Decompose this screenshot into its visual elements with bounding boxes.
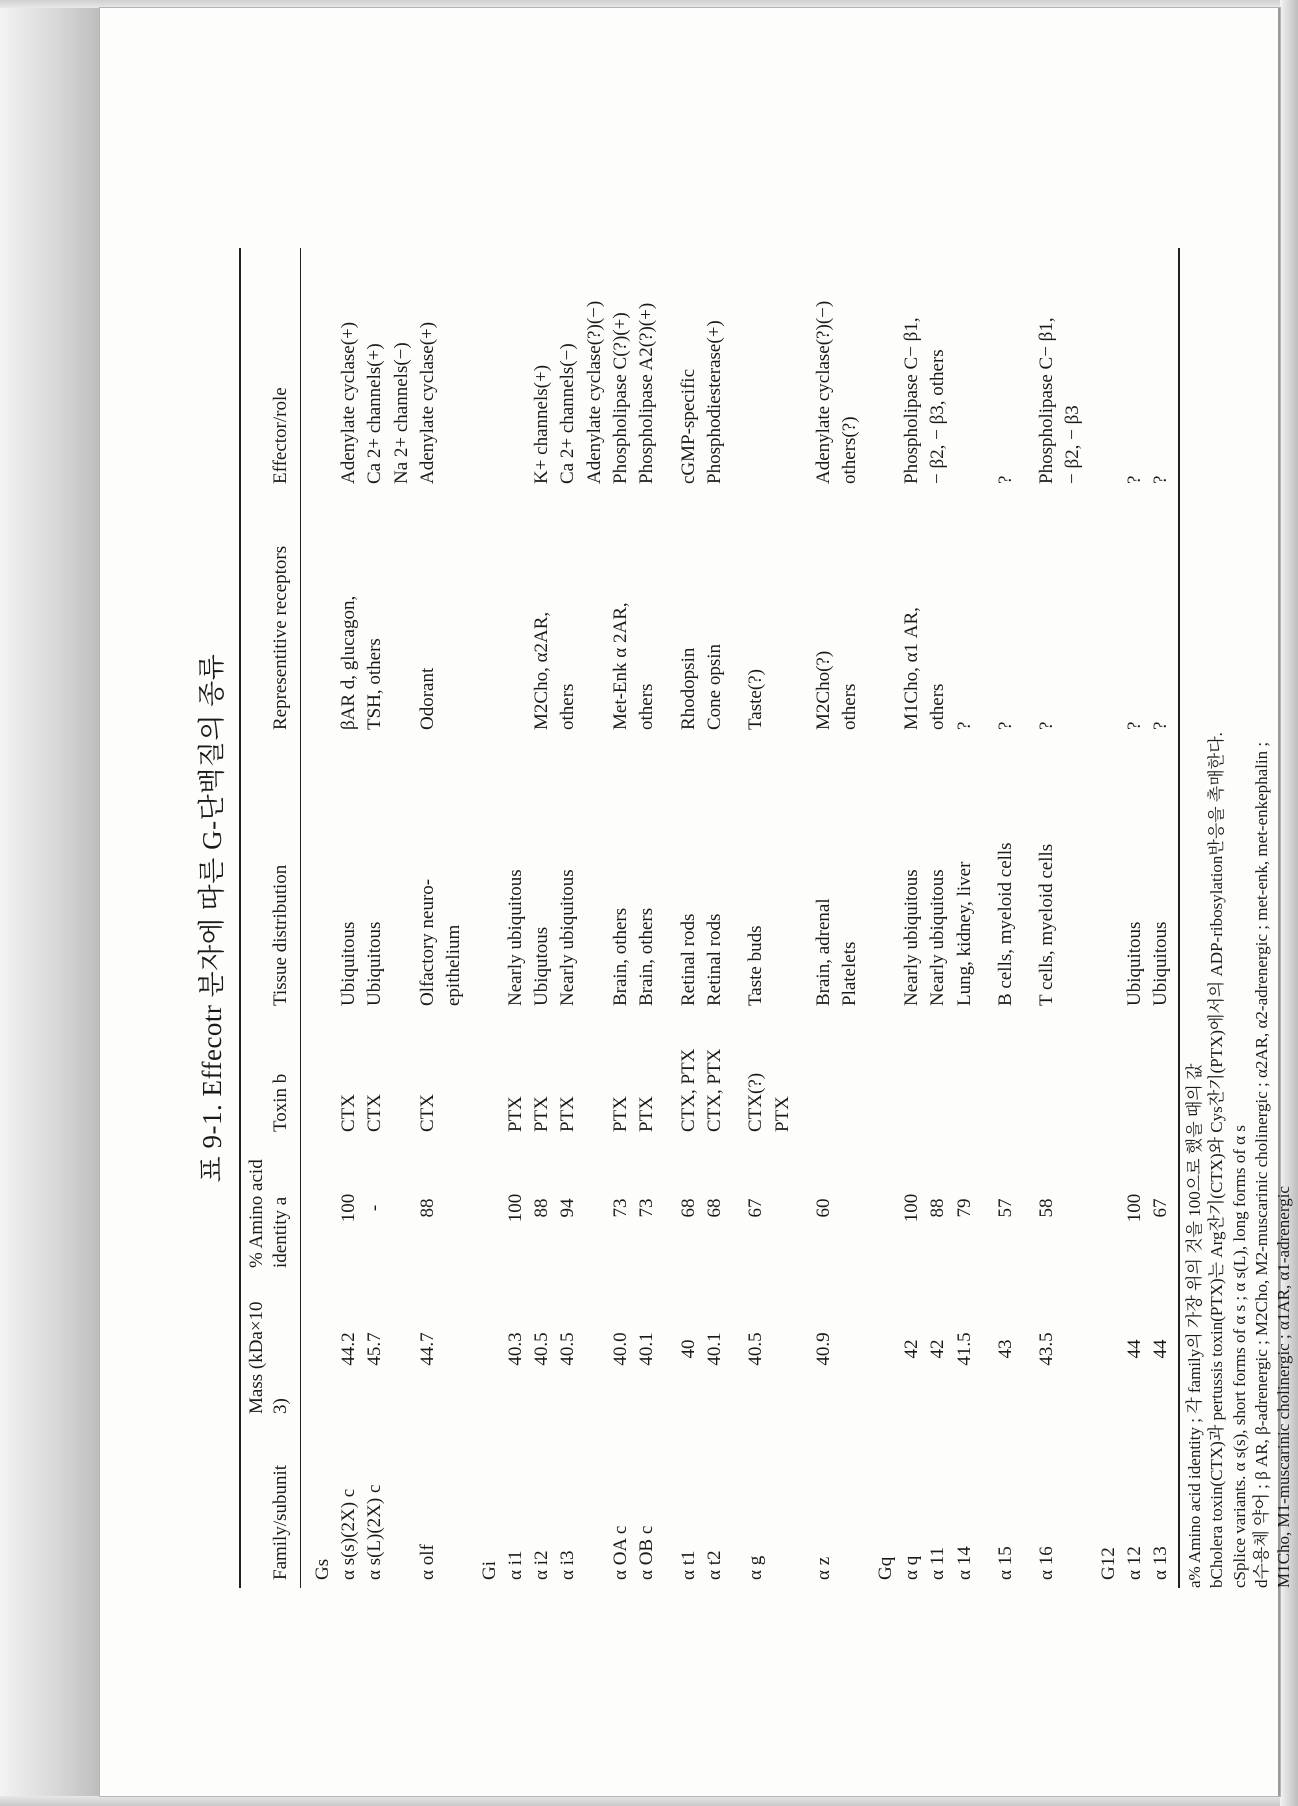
cell-family: α 14 (953, 1546, 975, 1580)
table-row (634, 248, 660, 1588)
footnote-a: a% Amino acid identity ; 각 family의 가장 위의 것을 100으로 했을 때의 값 (1184, 1063, 1204, 1588)
cell-toxin: PTX (771, 1096, 793, 1132)
cell-toxin (952, 1014, 978, 1140)
cell-effector: ? (1148, 248, 1178, 492)
table-row (796, 248, 837, 1588)
cell-mass: 44.7 (416, 1332, 438, 1366)
cell-amino (770, 1140, 796, 1276)
cell-amino: 73 (610, 1198, 632, 1218)
cell-amino: 73 (636, 1198, 658, 1218)
table-row (336, 248, 362, 1588)
header-amino: % Amino acid identity a (240, 1140, 300, 1276)
cell-toxin (864, 1014, 899, 1140)
table-row (503, 248, 529, 1588)
cell-amino: 67 (1148, 1140, 1178, 1276)
cell-tissue: Ubiquitous (364, 921, 386, 1006)
cell-family: α OA c (610, 1525, 632, 1580)
cell-receptors: Odorant (416, 667, 438, 730)
cell-toxin (796, 1014, 837, 1140)
footnote-c: cSplice variants. α s(s), short forms of α s ; α s(L), long forms of α s (1229, 1125, 1249, 1588)
cell-receptors (864, 492, 899, 738)
cell-receptors (582, 492, 608, 738)
cell-effector: cGMP-specific (677, 368, 699, 484)
cell-amino: 100 (337, 1193, 359, 1223)
cell-receptors (441, 492, 467, 738)
table-row (1148, 248, 1178, 1588)
cell-toxin (389, 1014, 415, 1140)
cell-receptors: M1Cho, α1 AR, (900, 607, 922, 730)
cell-toxin (1122, 1014, 1148, 1140)
cell-receptors (389, 492, 415, 738)
cell-mass: 44.2 (337, 1332, 359, 1366)
page-edge-left (0, 0, 100, 1806)
cell-mass: 42 (900, 1339, 922, 1359)
cell-toxin (978, 1014, 1019, 1140)
cell-effector (864, 248, 899, 492)
cell-effector: Ca 2+ channels(+) (364, 343, 386, 484)
cell-mass: 40.5 (745, 1332, 767, 1366)
cell-receptors: Met-Enk α 2AR, (610, 602, 632, 730)
cell-toxin: CTX, PTX (704, 1048, 725, 1132)
cell-mass: 43 (994, 1339, 1016, 1359)
cell-family: α i3 (557, 1550, 579, 1580)
cell-tissue: Retinal rods (704, 913, 725, 1006)
cell-family: α i1 (504, 1550, 526, 1580)
cell-receptors (503, 492, 529, 738)
cell-mass: 44 (1124, 1339, 1146, 1359)
cell-family (441, 1422, 467, 1588)
cell-tissue (582, 738, 608, 1014)
cell-effector (441, 248, 467, 492)
cell-amino: 60 (812, 1198, 834, 1218)
table-row (864, 248, 899, 1588)
cell-effector: ? (994, 475, 1016, 484)
cell-tissue: Nearly ubiquitous (927, 869, 949, 1006)
cell-receptors (1060, 492, 1086, 738)
cell-tissue: Nearly ubiquitous (557, 869, 579, 1006)
header-effector: Effector/role (240, 248, 300, 492)
table-row (415, 248, 441, 1588)
cell-family: α 16 (1036, 1546, 1058, 1580)
table-row (468, 248, 503, 1588)
cell-mass (389, 1276, 415, 1422)
table-row (770, 248, 796, 1588)
cell-family: α i2 (531, 1550, 553, 1580)
cell-family: α s(L)(2X) c (364, 1484, 386, 1580)
cell-tissue: Brain, others (636, 907, 658, 1006)
cell-toxin: PTX (636, 1096, 658, 1132)
cell-receptors: ? (1148, 492, 1178, 738)
cell-family: α q (900, 1555, 922, 1580)
table-row (300, 248, 336, 1588)
cell-effector (1087, 248, 1122, 492)
cell-mass: 40.9 (812, 1332, 834, 1366)
cell-mass (300, 1276, 336, 1422)
cell-toxin (1060, 1014, 1086, 1140)
cell-mass: 42 (927, 1339, 949, 1359)
cell-amino: 94 (557, 1198, 579, 1218)
cell-amino (1060, 1140, 1086, 1276)
cell-tissue: Olfactory neuro- (416, 878, 438, 1006)
rotated-table-block (190, 248, 1294, 1588)
table-body (300, 248, 1179, 1588)
footnotes (1184, 248, 1296, 1588)
cell-family: α OB c (636, 1525, 658, 1580)
cell-toxin: PTX (557, 1096, 579, 1132)
table-row (899, 248, 925, 1588)
cell-effector (468, 248, 503, 492)
document-page (100, 8, 1294, 1796)
table-row (702, 248, 728, 1588)
cell-toxin: PTX (504, 1096, 526, 1132)
cell-tissue: Nearly ubiquitous (504, 869, 526, 1006)
cell-receptors: Cone opsin (704, 643, 725, 730)
cell-effector: others(?) (839, 416, 861, 484)
cell-family (389, 1422, 415, 1588)
cell-toxin: CTX (416, 1094, 438, 1132)
header-row (240, 248, 300, 1588)
cell-tissue (1060, 738, 1086, 1014)
cell-mass: 40.0 (610, 1332, 632, 1366)
cell-effector: Adenylate cyclase(+) (337, 321, 359, 484)
table-row (661, 248, 702, 1588)
table-row (952, 248, 978, 1588)
cell-effector (952, 248, 978, 492)
cell-tissue (770, 738, 796, 1014)
cell-receptors (468, 492, 503, 738)
cell-receptors: Rhodopsin (677, 647, 699, 730)
cell-amino: 68 (704, 1198, 725, 1218)
cell-receptors: M2Cho(?) (812, 650, 834, 730)
cell-effector: − β2, − β3, others (927, 349, 949, 484)
cell-tissue: Platelets (839, 941, 861, 1006)
cell-effector (300, 248, 336, 492)
cell-toxin (925, 1014, 951, 1140)
cell-mass: 40.5 (531, 1332, 553, 1366)
cell-effector: Adenylate cyclase(?)(−) (583, 300, 605, 484)
cell-family: Gq (874, 1556, 896, 1580)
cell-mass (468, 1276, 503, 1422)
cell-toxin (899, 1014, 925, 1140)
header-mass: Mass (kDa×10 3) (240, 1276, 300, 1422)
footnote-b: bCholera toxin(CTX)과 pertussis toxin(PTX)는 Arg잔기(CTX)와 Cys잔기(PTX)에서의 ADP-ribosylation반응을 촉매한다. (1207, 732, 1227, 1588)
cell-amino (864, 1140, 899, 1276)
cell-tissue: Ubiquitous (1148, 738, 1178, 1014)
cell-mass (864, 1276, 899, 1422)
cell-tissue: Retinal rods (677, 913, 699, 1006)
cell-tissue: Ubiquitous (337, 921, 359, 1006)
cell-toxin: CTX (337, 1094, 359, 1132)
cell-toxin: CTX(?) (745, 1072, 767, 1132)
cell-receptors: Taste(?) (745, 669, 767, 730)
page-edge-top (0, 0, 1298, 8)
cell-effector: Adenylate cyclase(+) (416, 321, 438, 484)
table-row (441, 248, 467, 1588)
cell-family (1060, 1422, 1086, 1588)
cell-amino: 67 (745, 1198, 767, 1218)
cell-amino (441, 1140, 467, 1276)
cell-tissue: T cells, myeloid cells (1036, 843, 1058, 1006)
cell-amino: - (364, 1204, 386, 1212)
table-row (837, 248, 863, 1588)
cell-tissue: Nearly ubiquitous (900, 869, 922, 1006)
cell-amino: 100 (900, 1193, 922, 1223)
cell-effector: Ca 2+ channels(−) (557, 343, 579, 484)
cell-amino: 68 (677, 1198, 699, 1218)
cell-toxin: PTX (531, 1096, 553, 1132)
cell-amino: 79 (953, 1198, 975, 1218)
cell-effector: Phospholipase A2(?)(+) (636, 302, 658, 484)
cell-amino: 58 (1036, 1198, 1058, 1218)
cell-family: α olf (416, 1544, 438, 1580)
cell-toxin: PTX (610, 1096, 632, 1132)
header-tissue: Tissue distribution (240, 738, 300, 1014)
cell-tissue (864, 738, 899, 1014)
cell-tissue (1087, 738, 1122, 1014)
table-row (362, 248, 388, 1588)
cell-tissue: Ubiquitous (1124, 921, 1146, 1006)
cell-mass: 40.1 (704, 1332, 725, 1366)
cell-toxin: CTX (364, 1094, 386, 1132)
cell-family: α z (812, 1556, 834, 1580)
cell-amino (582, 1140, 608, 1276)
cell-effector: ? (1124, 475, 1146, 484)
cell-tissue: Brain, adrenal (812, 898, 834, 1006)
cell-mass (770, 1276, 796, 1422)
cell-effector: Phospholipase C(?)(+) (610, 312, 632, 484)
header-toxin: Toxin b (240, 1014, 300, 1140)
cell-family: α 12 (1124, 1546, 1146, 1580)
cell-family (770, 1422, 796, 1588)
cell-mass (1087, 1276, 1122, 1422)
cell-mass: 40.5 (557, 1332, 579, 1366)
cell-family: α g (745, 1555, 767, 1580)
cell-mass: 41.5 (953, 1332, 975, 1366)
table-row (728, 248, 769, 1588)
table-row (1122, 248, 1148, 1588)
cell-amino (300, 1140, 336, 1276)
cell-amino: 57 (994, 1198, 1016, 1218)
cell-family: α 15 (994, 1546, 1016, 1580)
cell-toxin (582, 1014, 608, 1140)
cell-tissue (468, 738, 503, 1014)
cell-mass (441, 1276, 467, 1422)
cell-toxin (1019, 1014, 1060, 1140)
cell-receptors: others (927, 683, 949, 730)
cell-family: G12 (1097, 1547, 1119, 1580)
table-row (529, 248, 555, 1588)
cell-mass: 40.3 (504, 1332, 526, 1366)
table-row (1019, 248, 1060, 1588)
header-receptors: Representitive receptors (240, 492, 300, 738)
cell-amino (389, 1140, 415, 1276)
cell-receptors: ? (1036, 721, 1058, 730)
table-row (389, 248, 415, 1588)
cell-family: α s(s)(2X) c (337, 1488, 359, 1580)
cell-effector: Phospholipase C− β1, (1036, 317, 1058, 484)
cell-toxin (837, 1014, 863, 1140)
cell-receptors: others (839, 683, 861, 730)
cell-mass (1060, 1276, 1086, 1422)
table-title: 표 9-1. Effecotr 분자에 따른 G-단백질의 종류 (197, 653, 227, 1183)
cell-tissue (300, 738, 336, 1014)
header-family: Family/subunit (240, 1422, 300, 1588)
cell-family: α t2 (704, 1550, 725, 1580)
cell-tissue (389, 738, 415, 1014)
cell-effector (503, 248, 529, 492)
cell-amino: 88 (416, 1198, 438, 1218)
footnote-d: d수용체 약어 ; β AR, β-adrenergic ; M2Cho, M2-muscarinic cholinergic ; α2AR, α2-adrenergic ; met-enk, met-enkephalin ; (1252, 741, 1271, 1588)
cell-tissue: Lung, kidney, liver (953, 861, 975, 1006)
page-edge-bottom (0, 1796, 1298, 1806)
table-row (978, 248, 1019, 1588)
cell-mass (582, 1276, 608, 1422)
cell-amino (1087, 1140, 1122, 1276)
cell-toxin (300, 1014, 336, 1140)
cell-amino (468, 1140, 503, 1276)
cell-receptors: M2Cho, α2AR, (531, 611, 553, 730)
cell-effector (770, 248, 796, 492)
table-row (1060, 248, 1086, 1588)
cell-receptors: others (557, 683, 579, 730)
cell-receptors: βAR d, glucagon, (337, 595, 359, 730)
cell-amino: 88 (531, 1198, 553, 1218)
table-header (240, 248, 300, 1588)
footnote-d-cont: M1Cho, M1-muscarinic cholinergic ; α1AR, α1-adrenergic (1274, 1186, 1294, 1588)
cell-mass: 43.5 (1036, 1332, 1058, 1366)
cell-receptors: ? (1124, 721, 1146, 730)
cell-tissue: B cells, myeloid cells (994, 842, 1016, 1006)
cell-family (582, 1422, 608, 1588)
cell-toxin (468, 1014, 503, 1140)
cell-receptors: ? (953, 721, 975, 730)
cell-amino: 100 (504, 1193, 526, 1223)
cell-tissue: epithelium (443, 924, 465, 1006)
cell-mass: 45.7 (364, 1332, 386, 1366)
table-row (582, 248, 608, 1588)
cell-mass: 40.1 (636, 1332, 658, 1366)
cell-toxin: CTX, PTX (677, 1048, 699, 1132)
cell-receptors (1087, 492, 1122, 738)
cell-family: α 13 (1148, 1422, 1178, 1588)
cell-mass (837, 1276, 863, 1422)
cell-receptors: TSH, others (364, 638, 386, 730)
cell-family: α t1 (677, 1550, 699, 1580)
table-row (1087, 248, 1122, 1588)
cell-toxin (1087, 1014, 1122, 1140)
cell-tissue: Brain, others (610, 907, 632, 1006)
cell-effector: Na 2+ channels(−) (390, 342, 412, 484)
cell-effector: − β2, − β3 (1062, 405, 1084, 484)
cell-effector: Phospholipase C− β1, (900, 317, 922, 484)
cell-mass: 44 (1148, 1276, 1178, 1422)
cell-family: Gs (311, 1558, 333, 1580)
cell-amino (837, 1140, 863, 1276)
cell-family (837, 1422, 863, 1588)
cell-toxin (441, 1014, 467, 1140)
cell-effector (728, 248, 769, 492)
cell-toxin (1148, 1014, 1178, 1140)
table-row (608, 248, 634, 1588)
cell-family: α 11 (927, 1547, 949, 1580)
cell-receptors: others (636, 683, 658, 730)
cell-amino: 88 (927, 1198, 949, 1218)
cell-family: Gi (478, 1561, 500, 1580)
cell-tissue: Taste buds (745, 925, 767, 1006)
cell-effector: Phosphodiesterase(+) (704, 320, 725, 484)
cell-receptors (770, 492, 796, 738)
g-protein-table (239, 248, 1180, 1588)
cell-receptors: ? (994, 721, 1016, 730)
cell-mass: 40 (677, 1339, 699, 1359)
table-row (925, 248, 951, 1588)
cell-effector: K+ channels(+) (531, 364, 553, 484)
cell-amino: 100 (1124, 1193, 1146, 1223)
cell-receptors (300, 492, 336, 738)
table-row (555, 248, 581, 1588)
cell-tissue: Ubiqutous (531, 926, 553, 1006)
cell-effector: Adenylate cyclase(?)(−) (812, 300, 834, 484)
